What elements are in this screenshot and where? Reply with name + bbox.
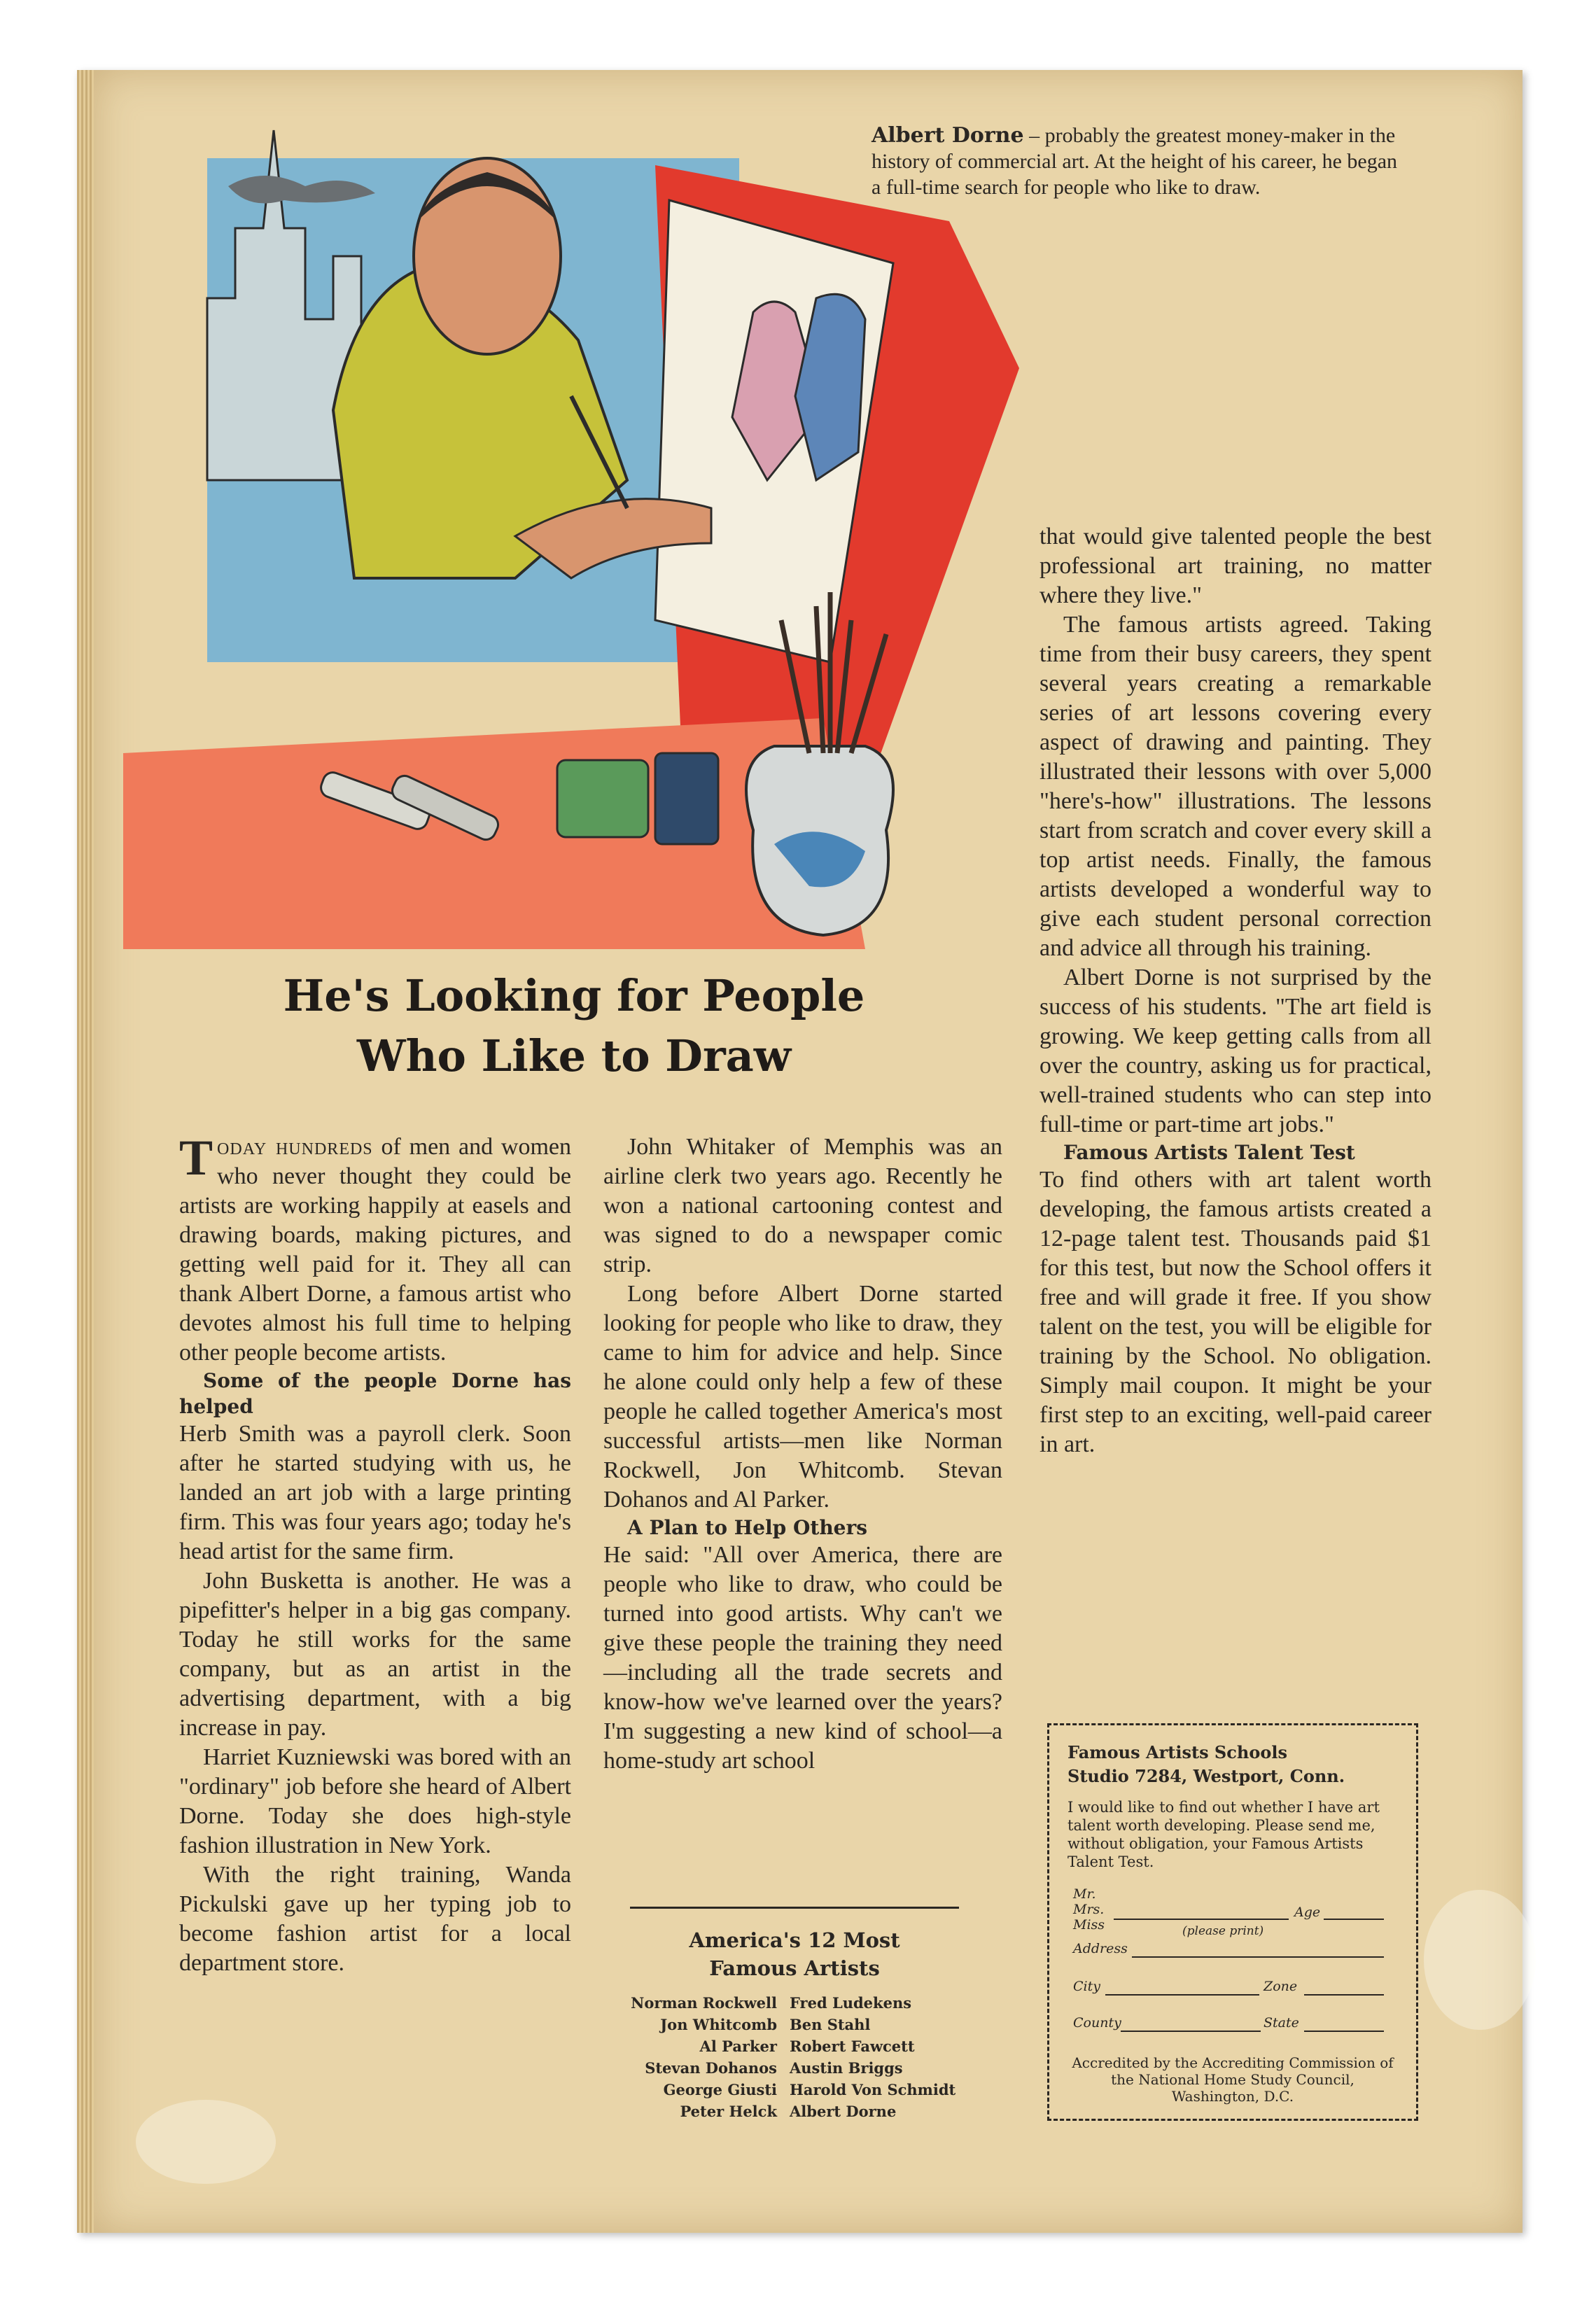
illustration-caption (872, 122, 1410, 200)
paragraph-wanda-pickulski: With the right training, Wanda Pickulski gave up her typing job to become fashion artist for a local department store. (179, 1862, 571, 1976)
artist-name: Al Parker (699, 2038, 777, 2055)
field-label-address: Address (1073, 1941, 1128, 1956)
paragraph-long-before: Long before Albert Dorne started looking for people who like to draw, they came to him for advice and help. Since he alone could only help a few of these people he called together America's most successful artists—men like Norman Rockwell, Jon Whitcomb. Stevan Dohanos and Al Parker. (603, 1281, 1002, 1513)
name-field[interactable] (1114, 1919, 1289, 1920)
field-label-state: State (1264, 2015, 1299, 2031)
paragraph-continued: that would give talented people the best professional art training, no matter where they live." (1040, 524, 1432, 608)
artists-title-line-1: America's 12 Most (689, 1928, 900, 1952)
artist-name: Albert Dorne (790, 2103, 897, 2120)
artist-name: Austin Briggs (790, 2059, 903, 2077)
please-print-note: (please print) (1182, 1924, 1264, 1938)
age-field[interactable] (1324, 1919, 1384, 1920)
article-column-3 (1040, 522, 1432, 1459)
county-field[interactable] (1121, 2031, 1261, 2032)
paragraph-john-whitaker: John Whitaker of Memphis was an airline clerk two years ago. Recently he won a national cartooning contest and was signed to do a newspaper comic strip. (603, 1134, 1002, 1277)
artists-row (588, 1992, 1008, 2014)
headline-line-2: Who Like to Draw (356, 1030, 792, 1081)
artists-row (588, 2101, 1008, 2122)
state-field[interactable] (1304, 2031, 1384, 2032)
artists-row (588, 2057, 1008, 2079)
artists-row (588, 2079, 1008, 2101)
page-spine-edge (77, 70, 94, 2233)
headline-line-1: He's Looking for People (283, 970, 865, 1021)
artists-title-line-2: Famous Artists (709, 1956, 880, 1980)
artist-name: Fred Ludekens (790, 1994, 912, 2012)
coupon-request-text: I would like to find out whether I have art talent worth developing. Please send me, without obligation, your Famous Artists Talent Test. (1068, 1799, 1380, 1870)
paper-wear-spot (136, 2100, 276, 2184)
field-label-zone: Zone (1264, 1979, 1298, 1994)
paper-wear-spot (1424, 1890, 1536, 2030)
zone-field[interactable] (1304, 1994, 1384, 1996)
albert-dorne-illustration (123, 88, 1040, 949)
field-label-mr: Mr. (1073, 1886, 1096, 1902)
paragraph-herb-smith: Herb Smith was a payroll clerk. Soon after he started studying with us, he landed an art job with a large printing firm. This was four years ago; today he's head artist for the same firm. (179, 1421, 571, 1564)
paragraph-talent-test: To find others with art talent worth developing, the famous artists created a 12-page talent test. Thousands paid $1 for this test, but now the School offers it free and will grade it free. If you show talent on the test, you will be eligible for training by the School. No obligation. Simply mail coupon. It might be your first step to an exciting, well-paid career in art. (1040, 1167, 1432, 1457)
artist-name: Norman Rockwell (631, 1994, 777, 2012)
artist-name: Ben Stahl (790, 2016, 871, 2033)
field-label-mrs: Mrs. (1073, 1902, 1105, 1917)
artist-name: Stevan Dohanos (645, 2059, 777, 2077)
artist-name: Jon Whitcomb (660, 2016, 777, 2033)
paint-jar-stack (557, 760, 648, 837)
intro-paragraph (179, 1130, 571, 1368)
artist-name: Harold Von Schmidt (790, 2081, 956, 2098)
address-field[interactable] (1132, 1956, 1384, 1958)
coupon-studio-address: Studio 7284, Westport, Conn. (1068, 1766, 1345, 1786)
caption-name: Albert Dorne (872, 123, 1024, 148)
ink-bottle (655, 753, 718, 844)
field-label-county: County (1073, 2015, 1121, 2031)
artist-name: Peter Helck (680, 2103, 777, 2120)
subheading-dorne-helped: Some of the people Dorne has helped (179, 1369, 571, 1418)
paragraph-john-busketta: John Busketta is another. He was a pipefitter's helper in a big gas company. Today he still works for the same company, but as an artist in the advertising department, with a big increase in pay. (179, 1568, 571, 1741)
drop-cap: T (179, 1130, 214, 1186)
caption-text: – probably the greatest money-maker in the history of commercial art. At the height of his career, he began a full-time search for people who like to draw. (872, 124, 1398, 199)
city-field[interactable] (1105, 1994, 1259, 1996)
artists-row (588, 2035, 1008, 2057)
mail-in-coupon[interactable] (1047, 1723, 1418, 2121)
coupon-school-name: Famous Artists Schools (1068, 1742, 1287, 1762)
paragraph-artists-agreed: The famous artists agreed. Taking time from their busy careers, they spent several years creating a remarkable series of art lessons covering every aspect of drawing and painting. They illustrated their lessons with over 5,000 "here's-how" illustrations. The lessons start from scratch and cover every skill a top artist needs. Finally, the famous artists developed a wonderful way to give each student personal correction and advice all through his training. (1040, 612, 1432, 961)
article-column-2 (603, 1133, 1002, 1776)
intro-text: of men and women who never thought they could be artists are working happily at easels and drawing boards, making pictures, and getting well paid for it. They all can thank Albert Dorne, a famous artist who devotes almost his full time to helping other people become artists. (179, 1134, 571, 1366)
field-label-city: City (1073, 1979, 1100, 1994)
artists-title (602, 1926, 987, 1982)
intro-smallcaps: oday hundreds (217, 1134, 373, 1160)
artists-row (588, 2014, 1008, 2035)
subheading-talent-test: Famous Artists Talent Test (1063, 1141, 1355, 1164)
artist-name: George Giusti (663, 2081, 777, 2098)
artist-head (414, 158, 561, 354)
field-label-age: Age (1294, 1905, 1321, 1920)
artists-list (588, 1992, 1008, 2122)
article-column-1 (179, 1130, 571, 1978)
subheading-plan: A Plan to Help Others (627, 1516, 868, 1539)
accreditation-note: Accredited by the Accrediting Commission of the National Home Study Council, Washington, D.C. (1072, 2054, 1394, 2105)
paragraph-he-said: He said: "All over America, there are people who like to draw, who could be turned into good artists. Why can't we give these people the training they need—including all the trade secrets and know-how we've learned over the years? I'm suggesting a new kind of school—a home-study art school (603, 1542, 1002, 1774)
page-headline (119, 966, 1029, 1086)
paragraph-not-surprised: Albert Dorne is not surprised by the success of his students. "The art field is growing. We keep getting calls from all over the country, asking us for practical, well-trained students who can step into full-time or part-time art jobs." (1040, 965, 1432, 1137)
artist-name: Robert Fawcett (790, 2038, 915, 2055)
paragraph-harriet-kuzniewski: Harriet Kuzniewski was bored with an "ordinary" job before she heard of Albert Dorne. Today she does high-style fashion illustration in New York. (179, 1744, 571, 1858)
field-label-miss: Miss (1073, 1917, 1105, 1933)
divider-rule (630, 1907, 959, 1909)
